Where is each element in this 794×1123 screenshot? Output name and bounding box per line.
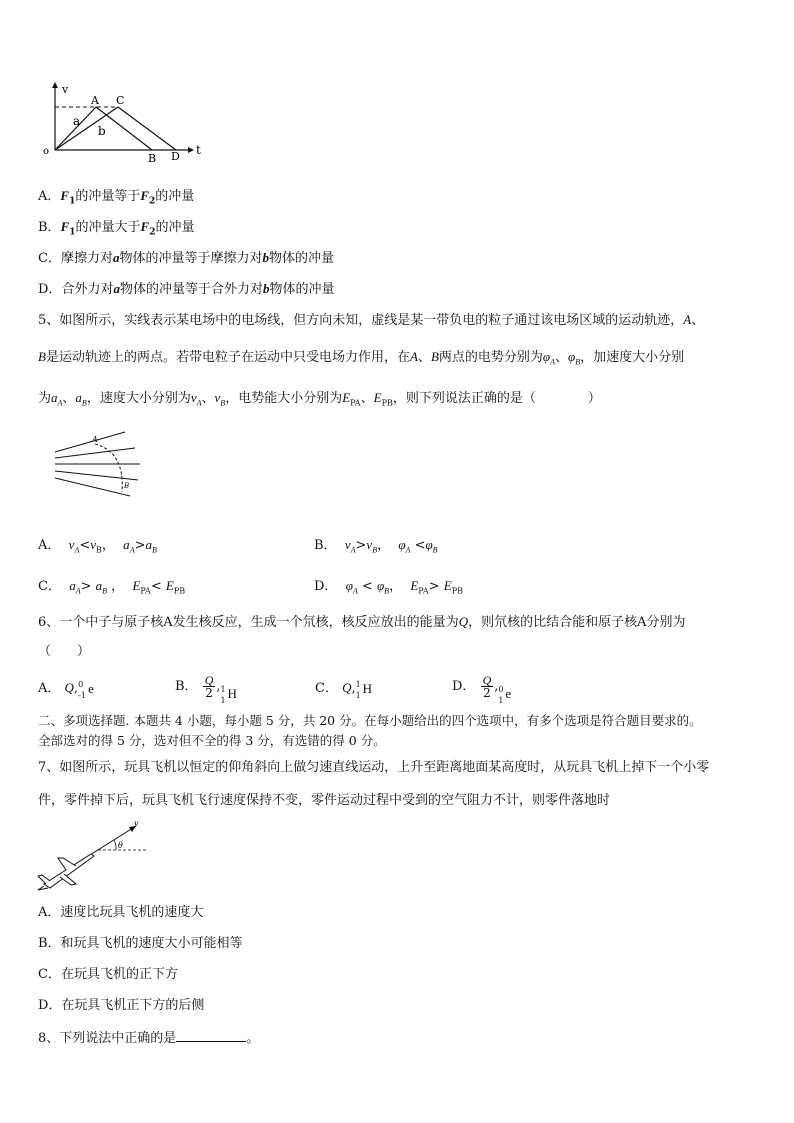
point-A: A <box>91 94 99 107</box>
vt-graph-figure <box>38 80 208 165</box>
t-label: t <box>196 143 201 157</box>
q7-option-b[interactable]: B．和玩具飞机的速度大小可能相等 <box>38 936 243 951</box>
point-C: C <box>116 94 125 107</box>
q5-option-a[interactable]: A． $v_A<v_B$， $a_A>a_B$ <box>38 537 157 555</box>
point-B-label: B <box>124 482 130 490</box>
label-b: b <box>98 124 106 138</box>
point-A-label: A <box>92 435 98 444</box>
point-B: B <box>148 152 157 165</box>
section2-heading-line2: 全部选对的得 5 分，选对但不全的得 3 分，有选错的得 0 分。 <box>38 733 386 748</box>
label-a: a <box>73 114 81 128</box>
electric-field-figure <box>50 430 160 500</box>
toy-plane-icon <box>38 854 94 890</box>
q6-option-b[interactable]: B． $\frac{Q}{2}$ , 1 1 H <box>175 673 237 705</box>
q6-stem-line2: （ ） <box>38 644 91 659</box>
q7-stem-line1: 7、如图所示，玩具飞机以恒定的仰角斜向上做匀速直线运动，上升至距离地面某高度时，从玩具飞机上掉下一个小零 <box>38 760 710 775</box>
toy-plane-figure <box>36 818 151 893</box>
q4-option-a[interactable]: A．$F_1$的冲量等于$F_2$的冲量 <box>38 188 195 207</box>
q5-option-d[interactable]: D． $\varphi_A < \varphi_B$， $E_{PA}> E_{PB}$ <box>314 578 463 596</box>
q5-stem-line2: B是运动轨迹上的两点。若带电粒子在运动中只受电场力作用，在A、B两点的电势分别为$\varphi_A$、$\varphi_B$，加速度大小分别 <box>38 349 685 367</box>
q6-option-a[interactable]: A． Q, 0 -1 e <box>38 679 94 700</box>
q5-option-b[interactable]: B． $v_A>v_B$， $\varphi_A <\varphi_B$ <box>314 537 438 555</box>
q5-stem-line1: 5、如图所示，实线表示某电场中的电场线，但方向未知，虚线是某一带负电的粒子通过该电场区域的运动轨迹，A、 <box>38 312 705 328</box>
q7-option-d[interactable]: D．在玩具飞机正下方的后侧 <box>38 998 205 1013</box>
q7-stem-line2: 件，零件掉下后，玩具飞机飞行速度保持不变，零件运动过程中受到的空气阻力不计，则零件落地时 <box>38 793 611 808</box>
q7-option-a[interactable]: A．速度比玩具飞机的速度大 <box>38 905 204 920</box>
origin-label: o <box>43 146 50 157</box>
theta-label: θ <box>118 841 123 850</box>
q5-stem-line3: 为$a_A$、$a_B$，速度大小分别为$v_A$、$v_B$，电势能大小分别为$E_{PA}$、$E_{PB}$，则下列说法正确的是（ ） <box>38 390 601 408</box>
line-b <box>55 107 118 150</box>
v-label: v <box>62 83 69 96</box>
q7-option-c[interactable]: C．在玩具飞机的正下方 <box>38 967 178 982</box>
q6-option-c[interactable]: C． Q, 1 1 H <box>315 679 373 700</box>
answer-blank[interactable] <box>176 1030 246 1042</box>
point-D: D <box>171 150 180 163</box>
section2-heading-line1: 二、多项选择题. 本题共 4 小题，每小题 5 分，共 20 分。在每小题给出的四个选项中，有多个选项是符合题目要求的。 <box>38 713 702 728</box>
q4-option-c[interactable]: C．摩擦力对a物体的冲量等于摩擦力对b物体的冲量 <box>38 250 334 266</box>
q4-option-b[interactable]: B．$F_1$的冲量大于$F_2$的冲量 <box>38 219 195 238</box>
q6-option-d[interactable]: D． $\frac{Q}{2}$ , 0 1 e <box>452 673 512 705</box>
q8-stem: 8、下列说法中正确的是 。 <box>38 1031 260 1046</box>
q4-option-d[interactable]: D．合外力对a物体的冲量等于合外力对b物体的冲量 <box>38 281 335 297</box>
q6-stem-line1: 6、一个中子与原子核A发生核反应，生成一个氘核，核反应放出的能量为Q，则氘核的比结合能和原子核A分别为 <box>38 614 686 630</box>
v-label: v <box>134 819 139 828</box>
q5-option-c[interactable]: C． $a_A> a_B$ ， $E_{PA}< E_{PB}$ <box>38 578 186 596</box>
